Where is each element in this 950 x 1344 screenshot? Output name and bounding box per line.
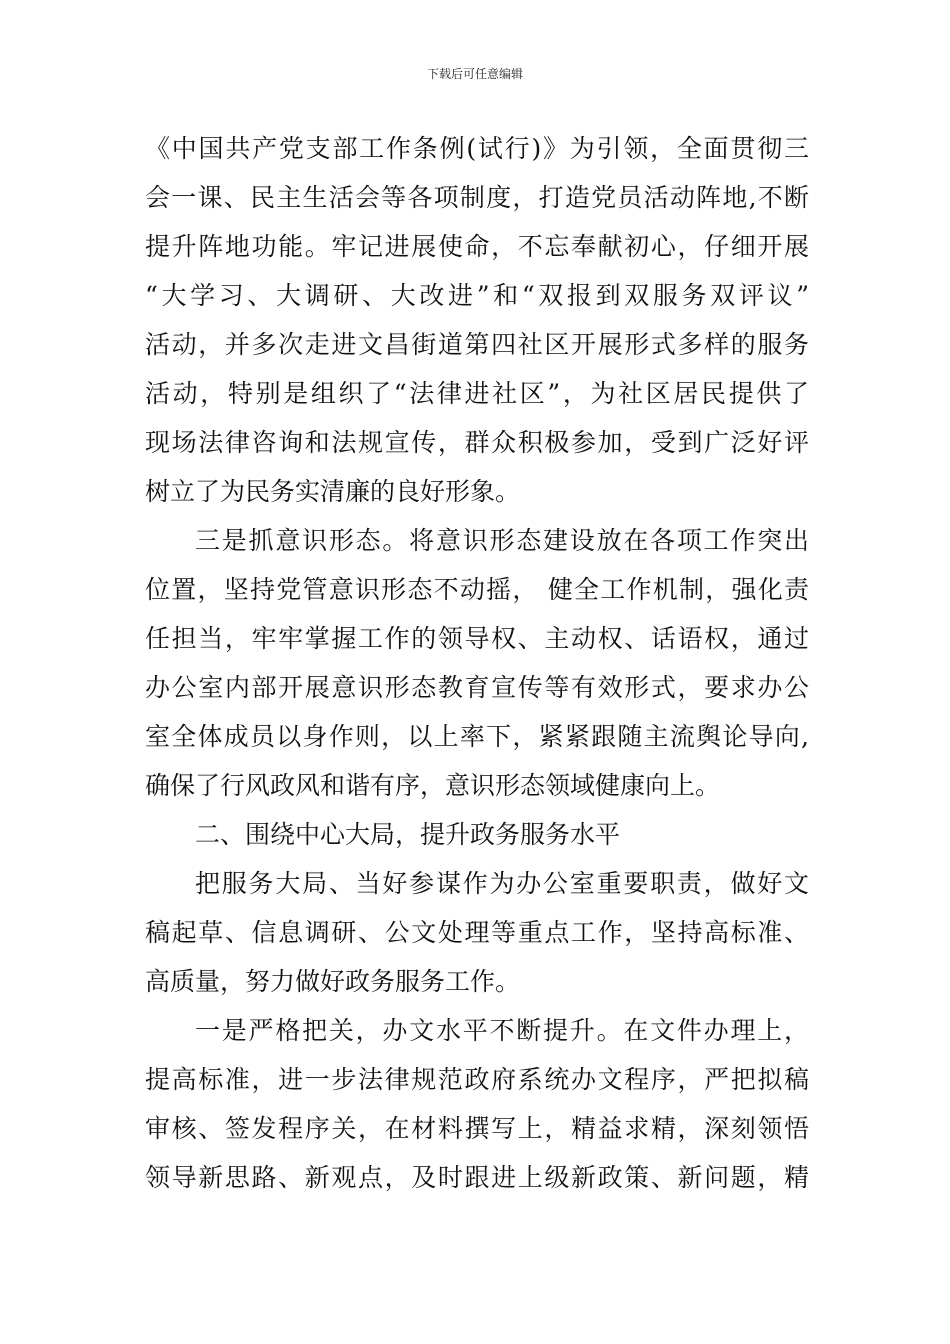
- text-line: 活动，并多次走进文昌街道第四社区开展形式多样的服务: [145, 330, 809, 359]
- document-body: [145, 124, 809, 1202]
- text-line: 办公室内部开展意识形态教育宣传等有效形式，要求办公: [145, 673, 809, 702]
- text-line: 确保了行风政风和谐有序，意识形态领域健康向上。: [145, 771, 721, 800]
- text-line: 室全体成员以身作则，以上率下，紧紧跟随主流舆论导向,: [145, 722, 809, 751]
- text-line: 把服务大局、当好参谋作为办公室重要职责，做好文: [195, 869, 809, 898]
- text-line: 活动，特别是组织了“法律进社区”，为社区居民提供了: [145, 379, 809, 408]
- text-line: 一是严格把关，办文水平不断提升。在文件办理上，: [195, 1016, 809, 1045]
- text-line: 任担当，牢牢掌握工作的领导权、主动权、话语权，通过: [145, 624, 809, 653]
- text-line: 领导新思路、新观点，及时跟进上级新政策、新问题，精: [145, 1163, 809, 1192]
- text-line: 《中国共产党支部工作条例(试行)》为引领，全面贯彻三: [145, 134, 809, 163]
- text-line: 二、围绕中心大局，提升政务服务水平: [195, 820, 621, 849]
- text-line: 提高标准，进一步法律规范政府系统办文程序，严把拟稿: [145, 1065, 809, 1094]
- text-line: 高质量，努力做好政务服务工作。: [145, 967, 521, 996]
- text-line: 提升阵地功能。牢记进展使命，不忘奉献初心，仔细开展: [145, 232, 809, 261]
- text-line: 会一课、民主生活会等各项制度，打造党员活动阵地,不断: [145, 183, 809, 212]
- text-line: 树立了为民务实清廉的良好形象。: [145, 477, 521, 506]
- text-line: 位置，坚持党管意识形态不动摇， 健全工作机制，强化责: [145, 575, 809, 604]
- text-line: 审核、签发程序关，在材料撰写上，精益求精，深刻领悟: [145, 1114, 809, 1143]
- text-line: 三是抓意识形态。将意识形态建设放在各项工作突出: [195, 526, 809, 555]
- text-line: 现场法律咨询和法规宣传，群众积极参加，受到广泛好评: [145, 428, 809, 457]
- text-line: “大学习、大调研、大改进”和“双报到双服务双评议”: [145, 281, 809, 310]
- text-line: 稿起草、信息调研、公文处理等重点工作，坚持高标准、: [145, 918, 809, 947]
- page-header: 下载后可任意编辑: [426, 67, 523, 81]
